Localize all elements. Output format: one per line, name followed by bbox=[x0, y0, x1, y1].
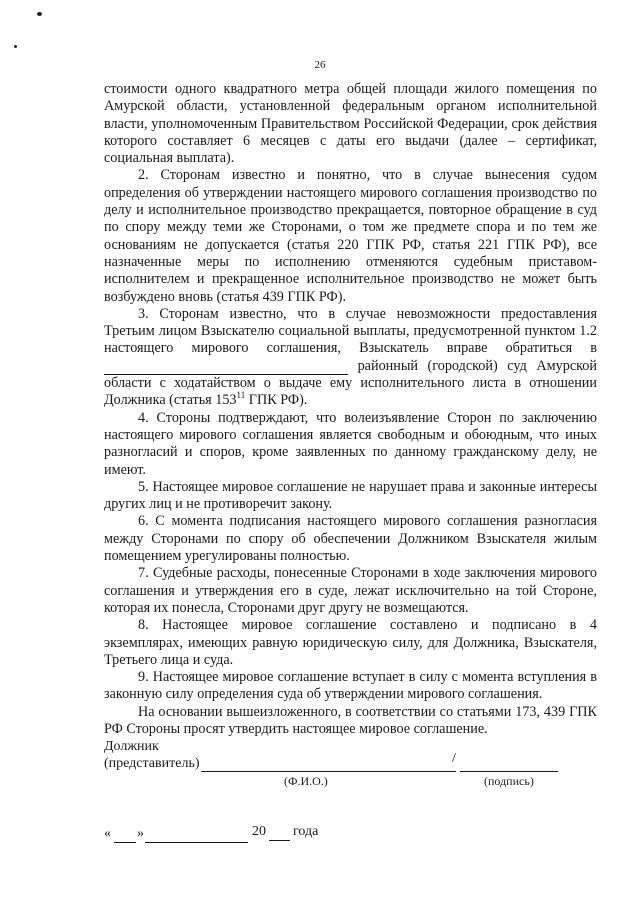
court-name-blank bbox=[104, 360, 348, 375]
paragraph-9: 9. Настоящее мировое соглашение вступает в силу с момента вступления в законную силу определения суда об утверждении мирового соглашения. bbox=[104, 669, 597, 703]
paragraph-6: 6. С момента подписания настоящего мирового соглашения разногласия между Сторонами по спору об обеспечении Должником Взыскателя жилым помещением урегулированы полностью. bbox=[104, 513, 597, 565]
signature-caption: (подпись) bbox=[484, 774, 534, 788]
page-number: 26 bbox=[314, 59, 326, 71]
paragraph-8: 8. Настоящее мировое соглашение составлено и подписано в 4 экземплярах, имеющих равную юридическую силу, для Должника, Взыскателя, Третьего лица и суда. bbox=[104, 617, 597, 668]
date-year-prefix: 20 bbox=[252, 824, 266, 839]
paragraph-5: 5. Настоящее мировое соглашение не нарушает права и законные интересы других лиц и не противоречит закону. bbox=[104, 478, 597, 513]
date-month-line bbox=[145, 842, 248, 843]
signature-role: Должник bbox=[104, 739, 159, 754]
fio-line bbox=[201, 771, 456, 772]
signature-representative: (представитель) bbox=[104, 756, 200, 771]
paragraph-3: 3. Сторонам известно, что в случае невозможности предоставления Третьим лицом Взыскателю социальной выплаты, предусмотренной пунктом 1.2 настоящего мирового соглашения, Взыскатель вправе обратиться в районный (городской) суд Амурской области с ходатайством о выдаче ему исполнительного листа в отношении Должника (статья $153^{11}$ ГПК РФ). bbox=[104, 305, 597, 409]
signature-line bbox=[460, 771, 558, 772]
date-year-line bbox=[269, 840, 290, 841]
signature-slash: / bbox=[452, 751, 456, 766]
date-quote-open: « bbox=[104, 826, 111, 841]
date-day-line bbox=[114, 842, 136, 843]
date-year-suffix: года bbox=[293, 824, 319, 839]
document-body bbox=[104, 81, 597, 738]
paragraph-2: 2. Сторонам известно и понятно, что в случае вынесения судом определения об утверждении настоящего мирового соглашения производство по делу и исполнительное производство прекращается, повторное обращение в суд по спору между теми же Сторонами, о том же предмете спора и по тем же основаниям не допускается (статья 220 ГПК РФ, статья 221 ГПК РФ), все назначенные меры по исполнению отменяются судебным приставом-исполнителем и прекращенное исполнительное производство не может быть возбуждено вновь (статья 439 ГПК РФ). bbox=[104, 167, 597, 305]
paragraph-conclusion: На основании вышеизложенного, в соответствии со статьями 173, 439 ГПК РФ Стороны просят утвердить настоящее мировое соглашение. bbox=[104, 703, 597, 737]
paragraph-4: 4. Стороны подтверждают, что волеизъявление Сторон по заключению настоящего мирового соглашения является свободным и обоюдным, что иных разногласий и споров, кроме заявленных по данному гражданскому делу, не имеют. bbox=[104, 409, 597, 478]
date-quote-close: » bbox=[137, 826, 144, 841]
scan-speck bbox=[14, 45, 17, 48]
scan-speck bbox=[37, 12, 42, 16]
paragraph-continuation: стоимости одного квадратного метра общей площади жилого помещения по Амурской области, установленной федеральным органом исполнительной власти, уполномоченным Правительством Российской Федерации, срок действия которого составляет 6 месяцев с даты его выдачи (далее – сертификат, социальная выплата). bbox=[104, 81, 597, 167]
paragraph-7: 7. Судебные расходы, понесенные Сторонами в ходе заключения мирового соглашения и утверждения его в суде, лежат исключительно на той Стороне, которая их понесла, Сторонами друг другу не возмещаются. bbox=[104, 565, 597, 616]
fio-caption: (Ф.И.О.) bbox=[284, 774, 328, 788]
